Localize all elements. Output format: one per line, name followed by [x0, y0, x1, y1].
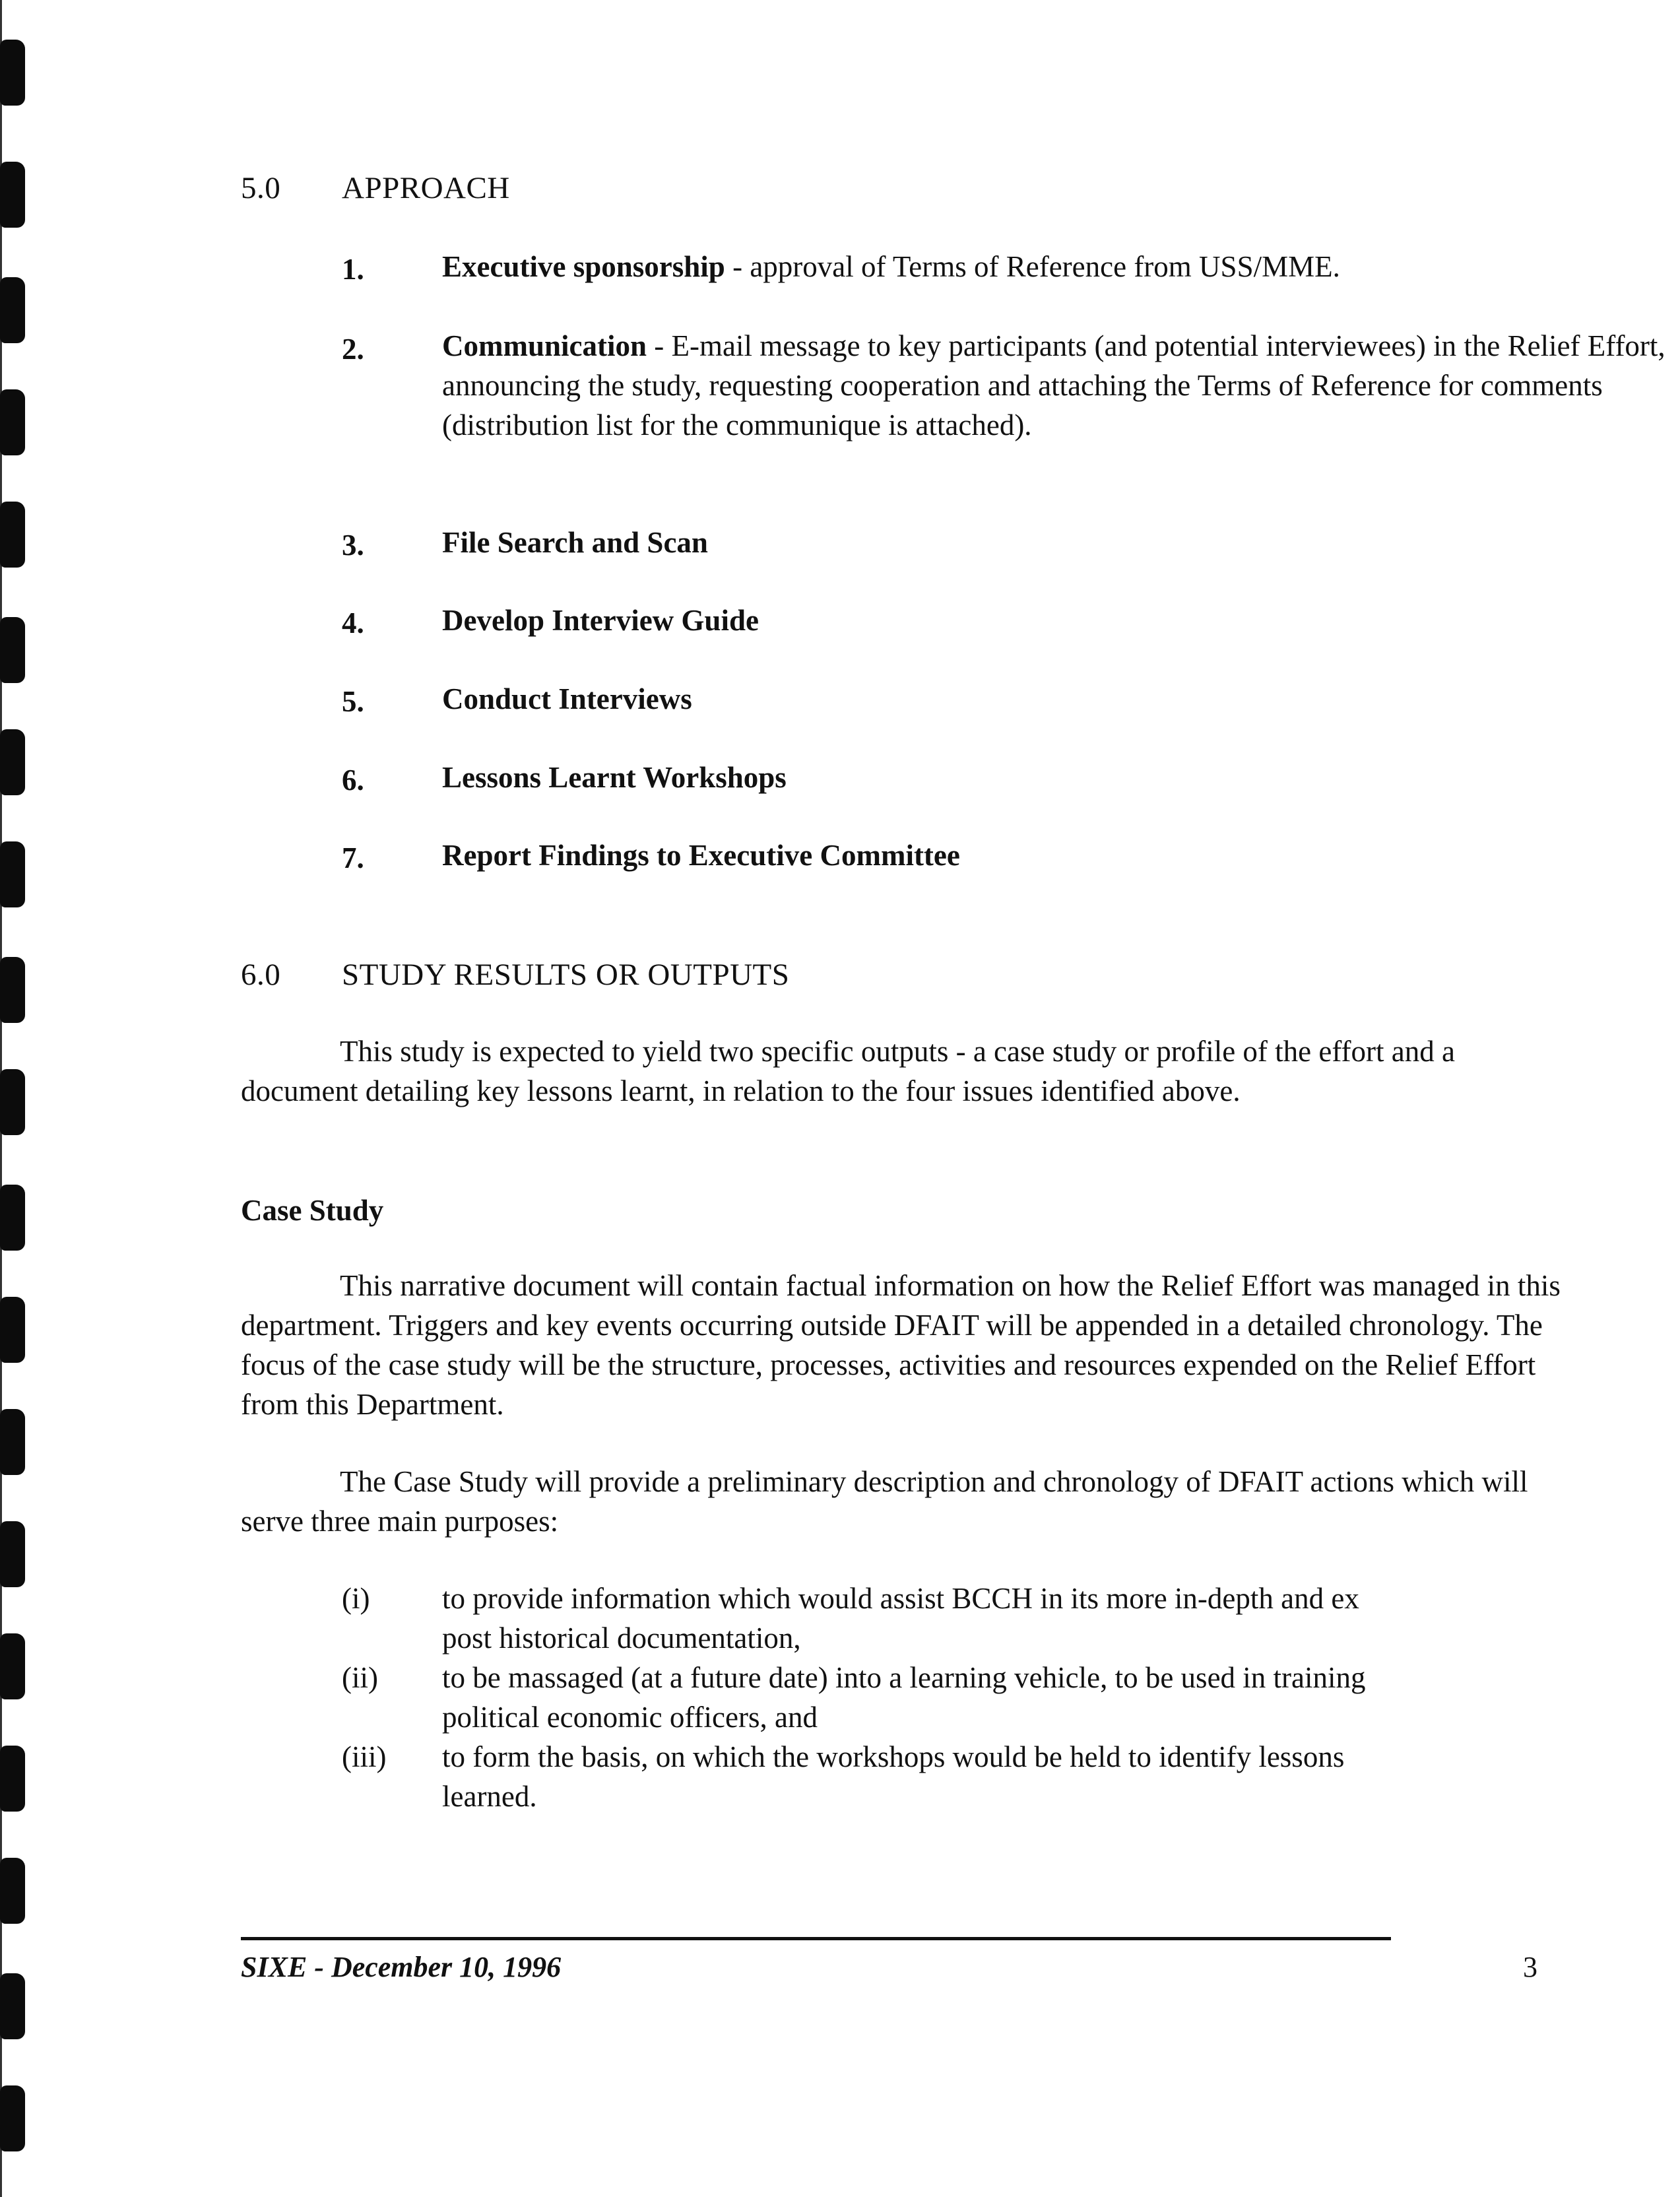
approach-item-text [442, 326, 1680, 445]
section-5-number: 5.0 [241, 171, 281, 205]
approach-item-text [442, 601, 1680, 640]
binder-punch-mark [0, 1409, 25, 1475]
binder-punch-mark [0, 957, 25, 1023]
purpose-number: (iii) [342, 1740, 387, 1773]
section-6-title: STUDY RESULTS OR OUTPUTS [342, 958, 790, 992]
approach-item-text [442, 247, 1680, 286]
approach-item-label: File Search and Scan [442, 526, 708, 559]
binder-punch-mark [0, 617, 25, 683]
approach-item-number: 4. [342, 607, 364, 639]
approach-item-text [442, 679, 1680, 719]
purpose-text: to be massaged (at a future date) into a learning vehicle, to be used in training political economic officers, and [442, 1661, 1366, 1734]
binder-punch-mark [0, 1521, 25, 1587]
binder-punch-mark [0, 1858, 25, 1924]
section-5-title: APPROACH [342, 171, 510, 205]
approach-item-label: Develop Interview Guide [442, 604, 759, 637]
binder-punch-mark [0, 40, 25, 106]
binder-punch-mark [0, 841, 25, 907]
approach-item-label: Conduct Interviews [442, 682, 692, 715]
approach-item-number: 7. [342, 841, 364, 874]
binder-punch-mark [0, 1633, 25, 1699]
study-outputs-intro: This study is expected to yield two specific outputs - a case study or profile of the effort and a document detailing key lessons learnt, in relation to the four issues identified above. [241, 1035, 1455, 1107]
binder-punch-mark [0, 389, 25, 455]
approach-item-text [442, 836, 1680, 875]
approach-item-number: 3. [342, 529, 364, 562]
approach-item-number: 2. [342, 333, 364, 366]
purpose-number: (i) [342, 1582, 370, 1615]
footer-date: SIXE - December 10, 1996 [241, 1951, 562, 1983]
case-study-paragraph-1: This narrative document will contain factual information on how the Relief Effort was managed in this department. Triggers and key events occurring outside DFAIT will be appended in a detailed chronology. The focus of the case study will be the structure, processes, activities and resources expended on the Relief Effort from this Department. [241, 1269, 1561, 1421]
binder-punch-mark [0, 1297, 25, 1363]
approach-item-label: Report Findings to Executive Committee [442, 839, 960, 872]
approach-item-text [442, 758, 1680, 797]
case-study-paragraph-2: The Case Study will provide a preliminary description and chronology of DFAIT actions which will serve three main purposes: [241, 1465, 1528, 1538]
binder-punch-mark [0, 1746, 25, 1812]
page-number: 3 [1523, 1951, 1537, 1983]
binder-punch-mark [0, 1069, 25, 1135]
approach-item-text [442, 523, 1680, 562]
approach-item-number: 5. [342, 685, 364, 718]
case-study-heading: Case Study [241, 1194, 384, 1227]
binder-punch-mark [0, 277, 25, 343]
approach-item-description: - approval of Terms of Reference from USS/MME. [725, 250, 1340, 283]
binder-punch-mark [0, 162, 25, 228]
purpose-number: (ii) [342, 1661, 378, 1694]
purpose-text: to form the basis, on which the workshops would be held to identify lessons learned. [442, 1740, 1345, 1813]
approach-item-label: Lessons Learnt Workshops [442, 761, 787, 794]
approach-item-label: Communication [442, 329, 647, 362]
approach-item-number: 1. [342, 253, 364, 286]
binder-punch-mark [0, 1973, 25, 2039]
approach-item-description: - E-mail message to key participants (and potential interviewees) in the Relief Effort, announcing the study, requesting cooperation and attaching the Terms of Reference for comments (distribution list for the communique is attached). [442, 329, 1665, 442]
footer-rule [241, 1937, 1391, 1940]
binder-punch-mark [0, 1185, 25, 1251]
binder-punch-mark [0, 2085, 25, 2151]
binder-punch-mark [0, 729, 25, 795]
purpose-text: to provide information which would assist BCCH in its more in-depth and ex post historical documentation, [442, 1582, 1359, 1655]
binder-punch-mark [0, 502, 25, 568]
approach-item-label: Executive sponsorship [442, 250, 725, 283]
approach-item-number: 6. [342, 764, 364, 797]
section-6-number: 6.0 [241, 958, 281, 992]
